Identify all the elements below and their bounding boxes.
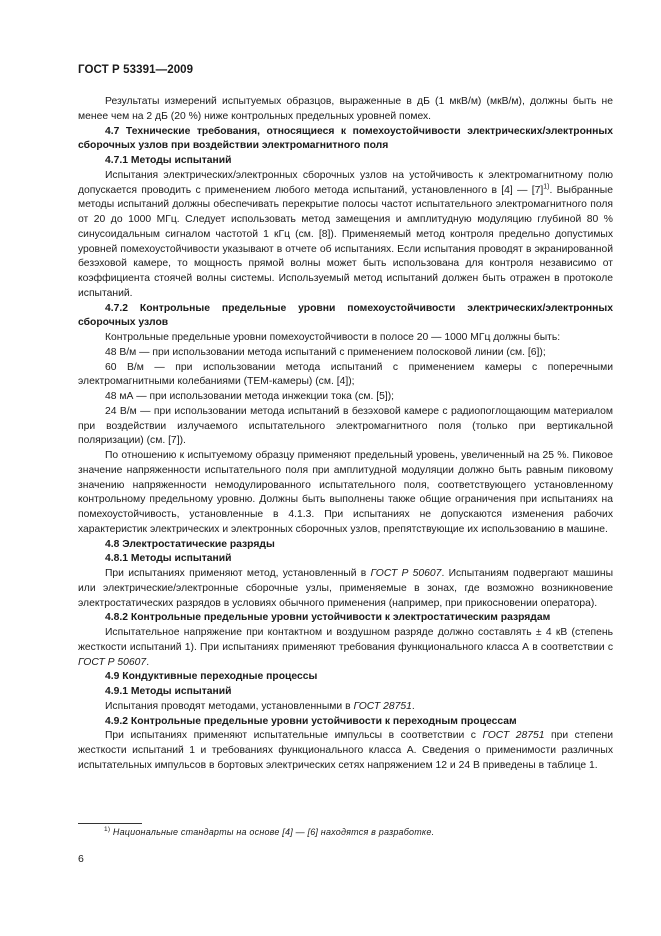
paragraph-text: 4.7.2 Контрольные предельные уровни помехоустойчивости электрических/электронных сборочных узлов	[78, 302, 613, 329]
paragraph-text: Испытания проводят методами, установленными в	[105, 700, 354, 712]
paragraph-text: 24 В/м — при использовании метода испытаний в безэховой камере с радиопоглощающим материалом при воздействии излучаемого испытательного электромагнитного поля (только при вертикальной поляризации) (см. [7]).	[78, 405, 613, 447]
section-heading	[78, 670, 613, 685]
section-heading	[78, 685, 613, 700]
paragraph-text: 4.7 Технические требования, относящиеся к помехоустойчивости электрических/электронных сборочных узлов при воздействии электромагнитного поля	[78, 125, 613, 152]
paragraph	[78, 626, 613, 670]
standard-reference: ГОСТ 28751	[353, 700, 412, 712]
standard-header: ГОСТ Р 53391—2009	[78, 64, 194, 76]
paragraph-text: Испытательное напряжение при контактном и воздушном разряде должно составлять ± 4 кВ (степень жесткости испытаний 1). При испытаниях применяют требования функционального класса А в соответствии с	[78, 627, 613, 653]
section-heading	[78, 125, 613, 155]
standard-reference: ГОСТ 28751	[482, 730, 545, 742]
page-number: 6	[78, 853, 84, 865]
paragraph-text: При испытаниях применяют метод, установленный в	[105, 568, 371, 579]
section-heading	[78, 611, 613, 626]
document-body	[78, 95, 613, 774]
paragraph-text-tail: .	[146, 656, 150, 668]
paragraph-text: 4.9.1 Методы испытаний	[105, 686, 232, 697]
paragraph-text: Результаты измерений испытуемых образцов, выраженные в дБ (1 мкВ/м) (мкВ/м), должны быть не менее чем на 2 дБ (20 %) ниже контрольных предельных уровней помех.	[78, 96, 613, 122]
paragraph-text-tail: при степени жесткости испытаний 1 и требованиях функционального класса А. Сведения о применимости различных испытательных импульсов в бортовых электрических сетях напряжением 12 и 24 В приведены в таблице 1.	[78, 730, 613, 771]
paragraph-text: При испытаниях применяют испытательные импульсы в соответствии с	[105, 730, 483, 742]
paragraph-text: 4.9 Кондуктивные переходные процессы	[105, 671, 318, 683]
paragraph	[78, 390, 613, 405]
paragraph	[78, 95, 613, 125]
paragraph	[78, 331, 613, 346]
paragraph-text-tail: . Испытаниям подвергают машины или электрические/электронные сборочные узлы, применяемые в зонах, где возможно возникновение электростатических разрядов в условиях обычного применения (например, при прикосновении оператора).	[78, 568, 614, 609]
footnote-divider	[78, 823, 142, 824]
paragraph-text: Контрольные предельные уровни помехоустойчивости в полосе 20 — 1000 МГц должны быть:	[105, 332, 561, 343]
footnote	[104, 827, 434, 837]
paragraph	[78, 405, 613, 449]
section-heading	[78, 552, 613, 567]
section-heading	[78, 538, 613, 553]
paragraph-text-tail: .	[411, 700, 415, 712]
paragraph	[78, 567, 613, 611]
paragraph-text: 4.7.1 Методы испытаний	[105, 155, 232, 166]
paragraph	[78, 700, 613, 715]
paragraph-text: 4.8.2 Контрольные предельные уровни устойчивости к электростатическим разрядам	[105, 612, 551, 624]
paragraph-text: 48 мА — при использовании метода инжекции тока (см. [5]);	[105, 391, 395, 402]
footnote-reference: 1)	[543, 183, 550, 191]
section-heading	[78, 154, 613, 169]
paragraph-text: 4.8 Электростатические разряды	[105, 538, 275, 550]
paragraph-text: 4.8.1 Методы испытаний	[105, 553, 232, 565]
paragraph	[78, 449, 613, 538]
standard-reference: ГОСТ Р 50607	[78, 656, 147, 668]
paragraph-text: 4.9.2 Контрольные предельные уровни устойчивости к переходным процессам	[105, 715, 517, 727]
paragraph-text-tail: . Выбранные методы испытаний должны обеспечивать перекрытие полосы частот испытательного электромагнитного поля от 20 до 1000 МГц. Следует использовать метод замещения и амплитудную модуляцию глубиной 80 % синусоидальным сигналом частотой 1 кГц (см. [8]). Применяемый метод контроля предельно допустимых уровней помехоустойчивости указывают в отчете об испытаниях. Если испытания проводят в экранированной безэховой камере, то мощность прямой волны может быть использована для контроля независимо от коэффициента стоячей волны системы. Используемый метод испытаний должен быть отражен в протоколе испытаний.	[78, 184, 613, 299]
paragraph-text: По отношению к испытуемому образцу применяют предельный уровень, увеличенный на 25 %. Пиковое значение напряженности испытательного поля при амплитудной модуляции должно быть равным пиковому значению напряженности немодулированного испытательного поля, соответствующего установленному контрольному предельному уровню. Должны быть выполнены также общие ограничения при испытаниях на помехоустойчивость, установленные в 4.1.3. При испытаниях не допускаются изменения рабочих характеристик электрических и электронных сборочных узлов, препятствующие их использованию в машине.	[78, 450, 613, 535]
paragraph	[78, 729, 613, 773]
section-heading	[78, 715, 613, 730]
paragraph	[78, 346, 613, 361]
standard-reference: ГОСТ Р 50607	[370, 568, 442, 579]
footnote-mark: 1)	[104, 826, 111, 833]
section-heading	[78, 302, 613, 332]
footnote-text: Национальные стандарты на основе [4] — [6] находятся в разработке.	[112, 827, 435, 837]
paragraph	[78, 169, 613, 302]
paragraph-text: 60 В/м — при использовании метода испытаний с применением камеры с поперечными электромагнитными колебаниями (ТЕМ-камеры) (см. [4]);	[78, 361, 613, 388]
paragraph	[78, 361, 613, 391]
paragraph-text: Испытания электрических/электронных сборочных узлов на устойчивость к электромагнитному полю допускается проводить с применением любого метода испытаний, установленного в [4] — [7]	[78, 169, 613, 196]
paragraph-text: 48 В/м — при использовании метода испытаний с применением полосковой линии (см. [6]);	[105, 346, 546, 358]
